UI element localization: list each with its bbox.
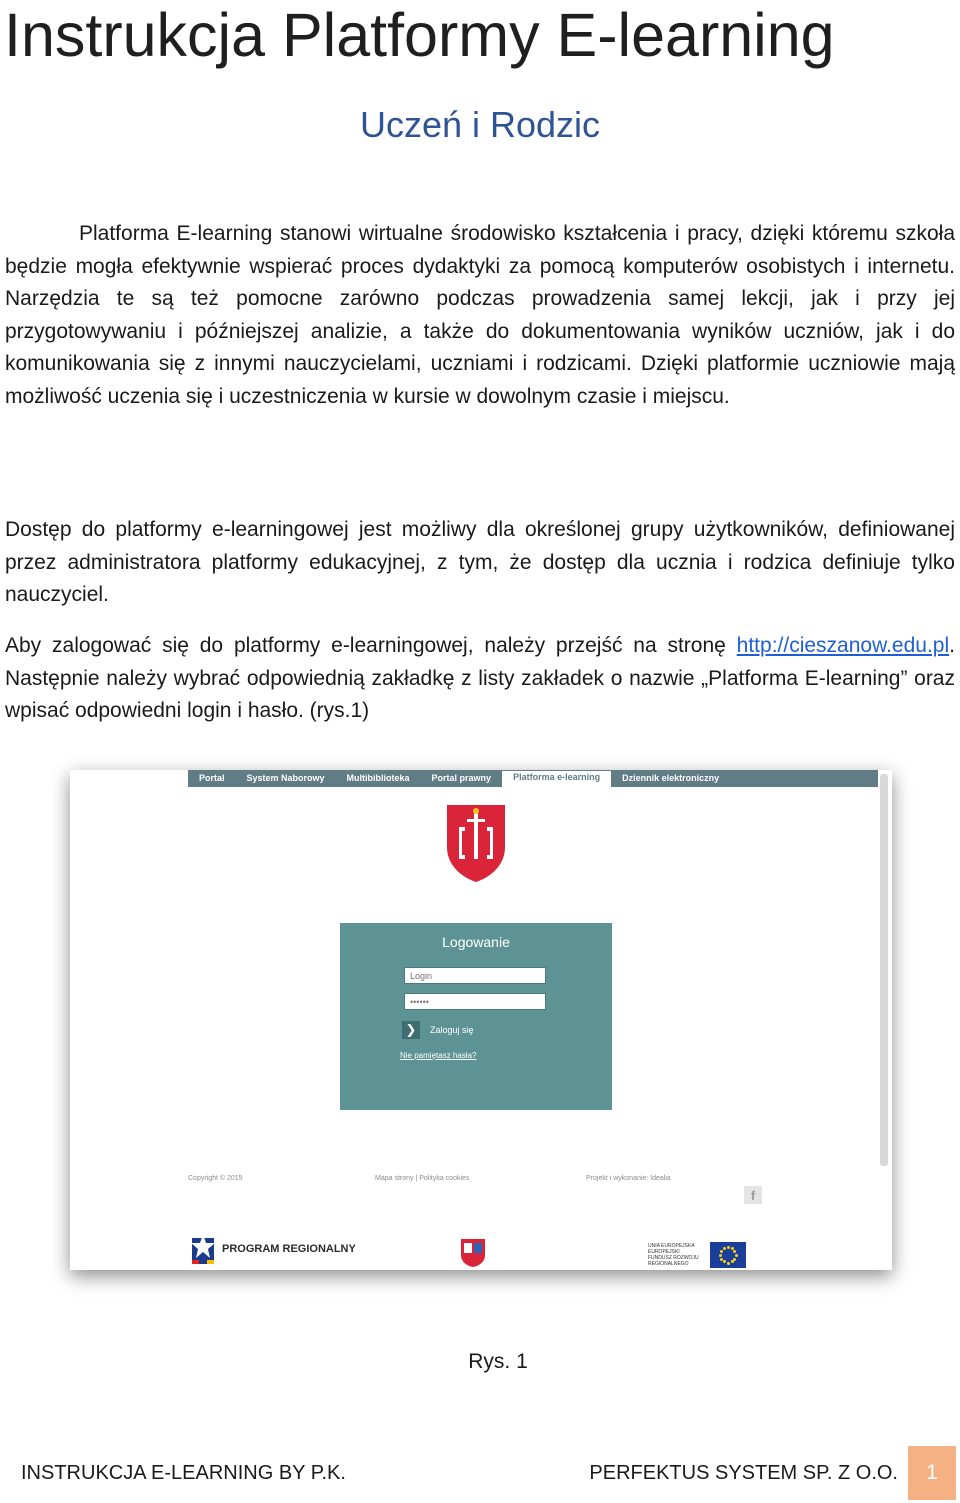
site-links[interactable]: Mapa strony | Polityka cookies [375, 1175, 470, 1182]
coat-of-arms-icon [445, 803, 507, 883]
program-logo-text: PROGRAM REGIONALNY [222, 1243, 356, 1255]
nav-tab-5[interactable]: Dziennik elektroniczny [622, 773, 720, 783]
star-logo-icon [190, 1232, 216, 1266]
page-number: 1 [908, 1446, 956, 1500]
eu-star-icon [727, 1262, 730, 1265]
instructions-text-start: Aby zalogować się do platformy e-learningowej, należy przejść na stronę [5, 634, 737, 657]
copyright-text: Copyright © 2015 [188, 1175, 243, 1182]
nav-tab-4[interactable]: Platforma e-learning [502, 770, 611, 788]
figure-caption: Rys. 1 [468, 1350, 528, 1373]
login-page-screenshot [70, 770, 892, 1270]
login-input[interactable] [404, 967, 546, 984]
login-instructions-paragraph [5, 630, 955, 728]
eu-star-icon [727, 1246, 730, 1249]
eu-logo-text: UNIA EUROPEJSKA EUROPEJSKI FUNDUSZ ROZWOJU REGIONALNEGO [648, 1243, 699, 1267]
school-site-link[interactable]: http://cieszanow.edu.pl [736, 634, 950, 657]
eu-flag-icon [710, 1242, 746, 1268]
eu-star-icon [733, 1258, 736, 1261]
footer-right: PERFEKTUS SYSTEM SP. Z O.O. [589, 1462, 898, 1484]
intro-paragraph: Platforma E-learning stanowi wirtualne środowisko kształcenia i pracy, dzięki któremu szkoła będzie mogła efektywnie wspierać proces dydaktyki za pomocą komputerów osobistych i internetu. Narzędzia te są też pomocne zarówno podczas prowadzenia samej lekcji, jak i przy jej przygotowywaniu i późniejszej analizie, a także do dokumentowania wyników uczniów, jak i do komunikowania się z innymi nauczycielami, uczniami i rodzicami. Dzięki platformie uczniowie mają możliwość uczenia się i uczestniczenia w kursie w dowolnym czasie i miejscu. [5, 222, 955, 408]
nav-tab-3[interactable]: Portal prawny [431, 773, 492, 783]
nav-tab-0[interactable]: Portal [199, 773, 225, 783]
eu-star-icon [719, 1254, 722, 1257]
forgot-password-link[interactable]: Nie pamiętasz hasła? [400, 1051, 477, 1060]
portal-nav-bar [188, 770, 878, 787]
eu-star-icon [735, 1254, 738, 1257]
credits-text: Projekt i wykonanie: Idealia [586, 1175, 671, 1182]
screenshot-scrollbar [880, 774, 888, 1166]
access-paragraph: Dostęp do platformy e-learningowej jest możliwy dla określonej grupy użytkowników, definiowanej przez administratora platformy edukacyjnej, z tym, że dostęp dla ucznia i rodzica definiuje tylko nauczyciel. [5, 518, 955, 607]
eu-star-icon [720, 1250, 723, 1253]
region-crest-icon [460, 1238, 486, 1268]
footer-left: INSTRUKCJA E-LEARNING BY P.K. [21, 1462, 346, 1484]
nav-tab-1[interactable]: System Naborowy [246, 773, 325, 783]
eu-star-icon [731, 1260, 734, 1263]
nav-tab-2[interactable]: Multibiblioteka [346, 773, 410, 783]
eu-logo [648, 1242, 746, 1268]
eu-star-icon [720, 1258, 723, 1261]
eu-star-icon [723, 1247, 726, 1250]
facebook-icon[interactable]: f [744, 1186, 762, 1204]
password-input[interactable] [404, 993, 546, 1010]
login-button-label: Zaloguj się [430, 1025, 474, 1035]
program-regionalny-logo [190, 1232, 356, 1266]
login-heading: Logowanie [442, 934, 510, 950]
document-subtitle: Uczeń i Rodzic [359, 104, 601, 145]
instructions-text-end: . Następnie należy wybrać odpowiednią zakładkę z listy zakładek o nazwie „Platforma E-learning” oraz wpisać odpowiedni login i hasło. (rys.1) [5, 634, 955, 723]
login-button[interactable] [402, 1021, 474, 1039]
chevron-right-icon: ❯ [402, 1021, 420, 1039]
eu-star-icon [723, 1260, 726, 1263]
eu-star-icon [733, 1250, 736, 1253]
login-panel [340, 923, 612, 1110]
document-title: Instrukcja Platformy E-learning [4, 1, 835, 69]
